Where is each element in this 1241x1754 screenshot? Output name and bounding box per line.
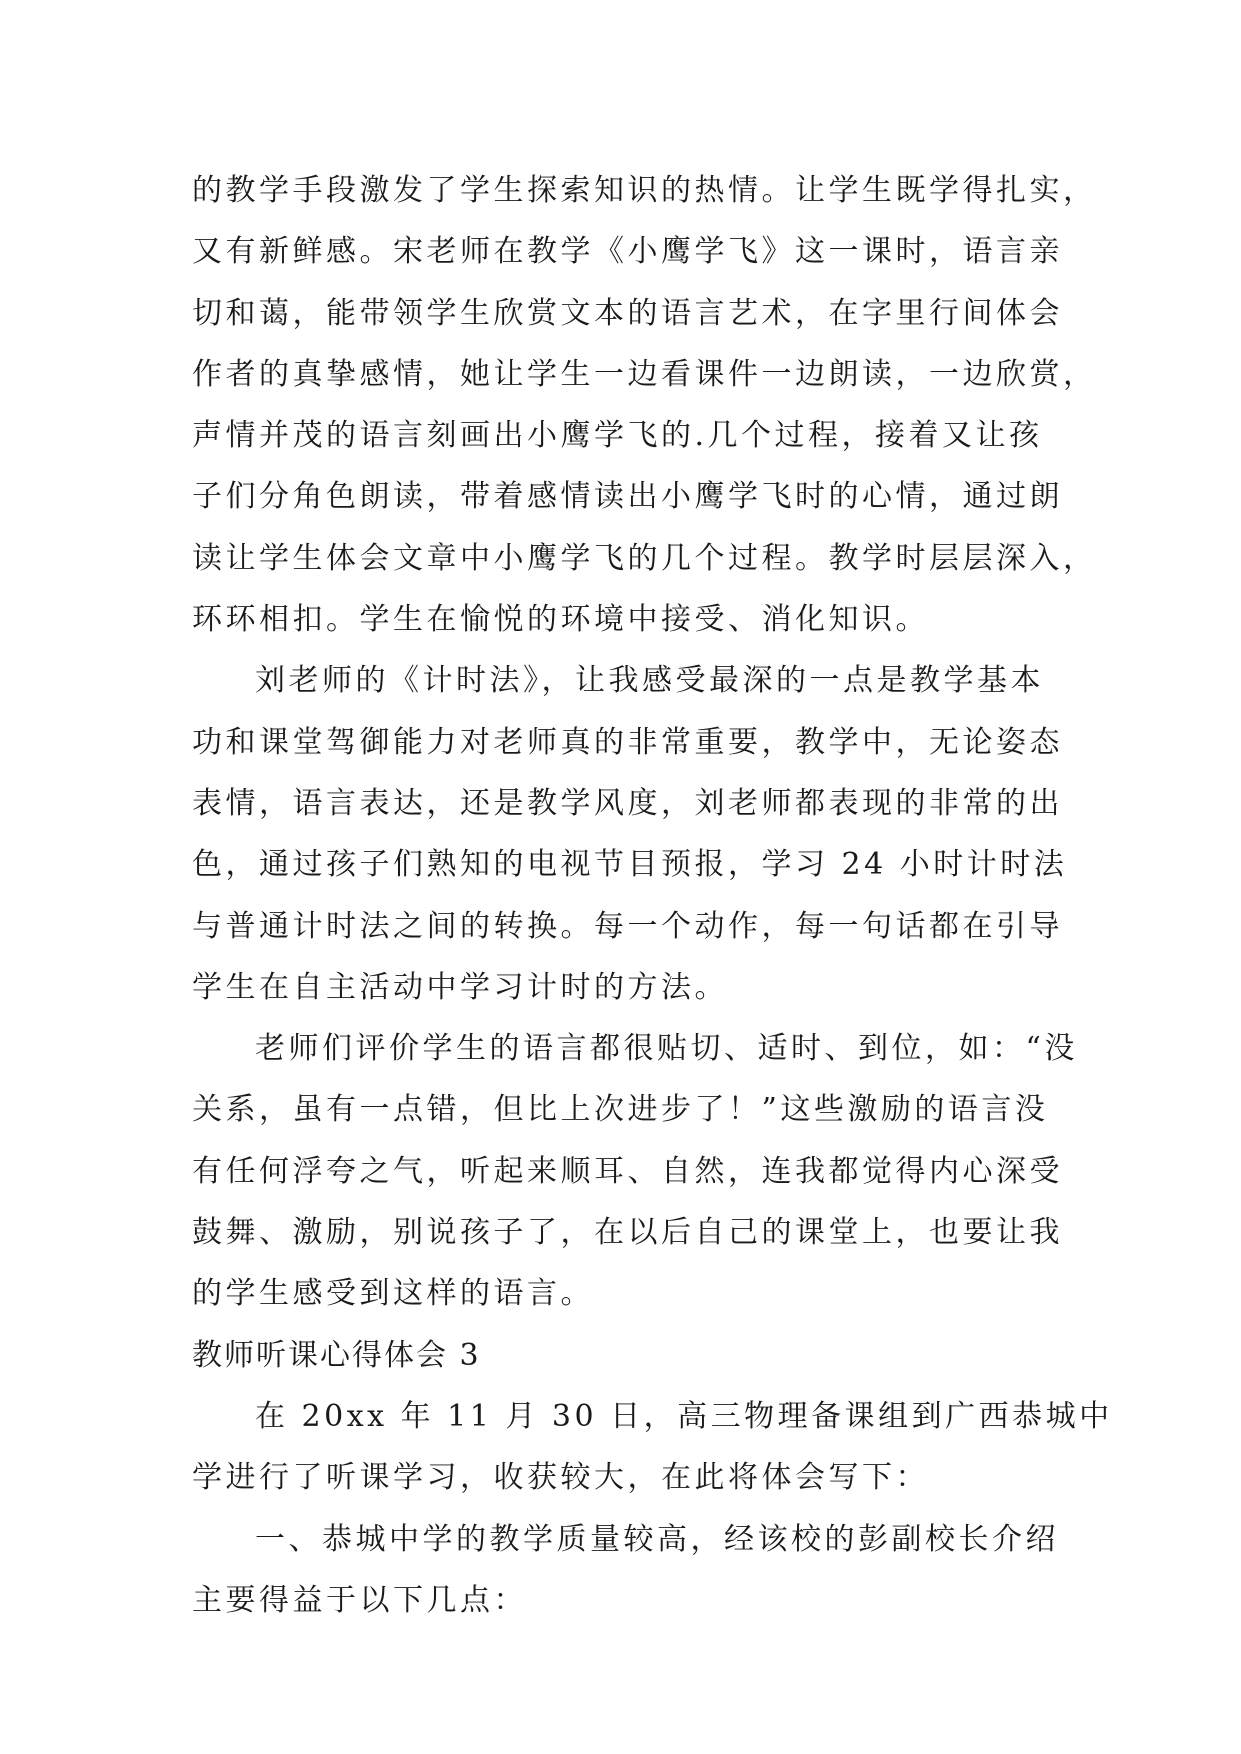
paragraph-first-line: 在 20xx 年 11 月 30 日，高三物理备课组到广西恭城中 — [255, 1398, 1113, 1434]
paragraph-line: 声情并茂的语言刻画出小鹰学飞的.几个过程，接着又让孩 — [192, 418, 1043, 454]
document-page — [192, 160, 1113, 1631]
paragraph-line: 学进行了听课学习，收获较大，在此将体会写下： — [192, 1460, 929, 1496]
paragraph-first-line: 一、恭城中学的教学质量较高，经该校的彭副校长介绍 — [255, 1521, 1059, 1557]
paragraph-line: 又有新鲜感。宋老师在教学《小鹰学飞》这一课时，语言亲 — [192, 234, 1063, 270]
section-heading: 教师听课心得体会 3 — [192, 1337, 481, 1373]
paragraph-first-line: 老师们评价学生的语言都很贴切、适时、到位，如：“没 — [255, 1031, 1078, 1067]
paragraph-line: 的教学手段激发了学生探索知识的热情。让学生既学得扎实， — [192, 173, 1097, 208]
paragraph-line: 关系，虽有一点错，但比上次进步了！”这些激励的语言没 — [192, 1092, 1049, 1128]
paragraph-line: 读让学生体会文章中小鹰学飞的几个过程。教学时层层深入， — [192, 540, 1097, 576]
paragraph-line: 切和蔼，能带领学生欣赏文本的语言艺术，在字里行间体会 — [192, 295, 1063, 331]
paragraph-line: 与普通计时法之间的转换。每一个动作，每一句话都在引导 — [192, 908, 1063, 944]
paragraph-line: 子们分角色朗读，带着感情读出小鹰学飞时的心情，通过朗 — [192, 479, 1063, 515]
paragraph-line: 作者的真挚感情，她让学生一边看课件一边朗读，一边欣赏， — [192, 356, 1097, 392]
paragraph-line: 环环相扣。学生在愉悦的环境中接受、消化知识。 — [192, 602, 929, 638]
paragraph-line: 功和课堂驾御能力对老师真的非常重要，教学中，无论姿态 — [192, 724, 1063, 760]
paragraph-line: 的学生感受到这样的语言。 — [192, 1276, 594, 1312]
paragraph-line: 主要得益于以下几点： — [192, 1582, 527, 1618]
paragraph-line: 表情，语言表达，还是教学风度，刘老师都表现的非常的出 — [192, 785, 1063, 821]
paragraph-line: 鼓舞、激励，别说孩子了，在以后自己的课堂上，也要让我 — [192, 1215, 1063, 1251]
paragraph-line: 有任何浮夸之气，听起来顺耳、自然，连我都觉得内心深受 — [192, 1153, 1063, 1189]
paragraph-line: 学生在自主活动中学习计时的方法。 — [192, 969, 728, 1005]
paragraph-line: 色，通过孩子们熟知的电视节目预报，学习 24 小时计时法 — [192, 847, 1068, 883]
paragraph-first-line: 刘老师的《计时法》，让我感受最深的一点是教学基本 — [255, 663, 1044, 699]
